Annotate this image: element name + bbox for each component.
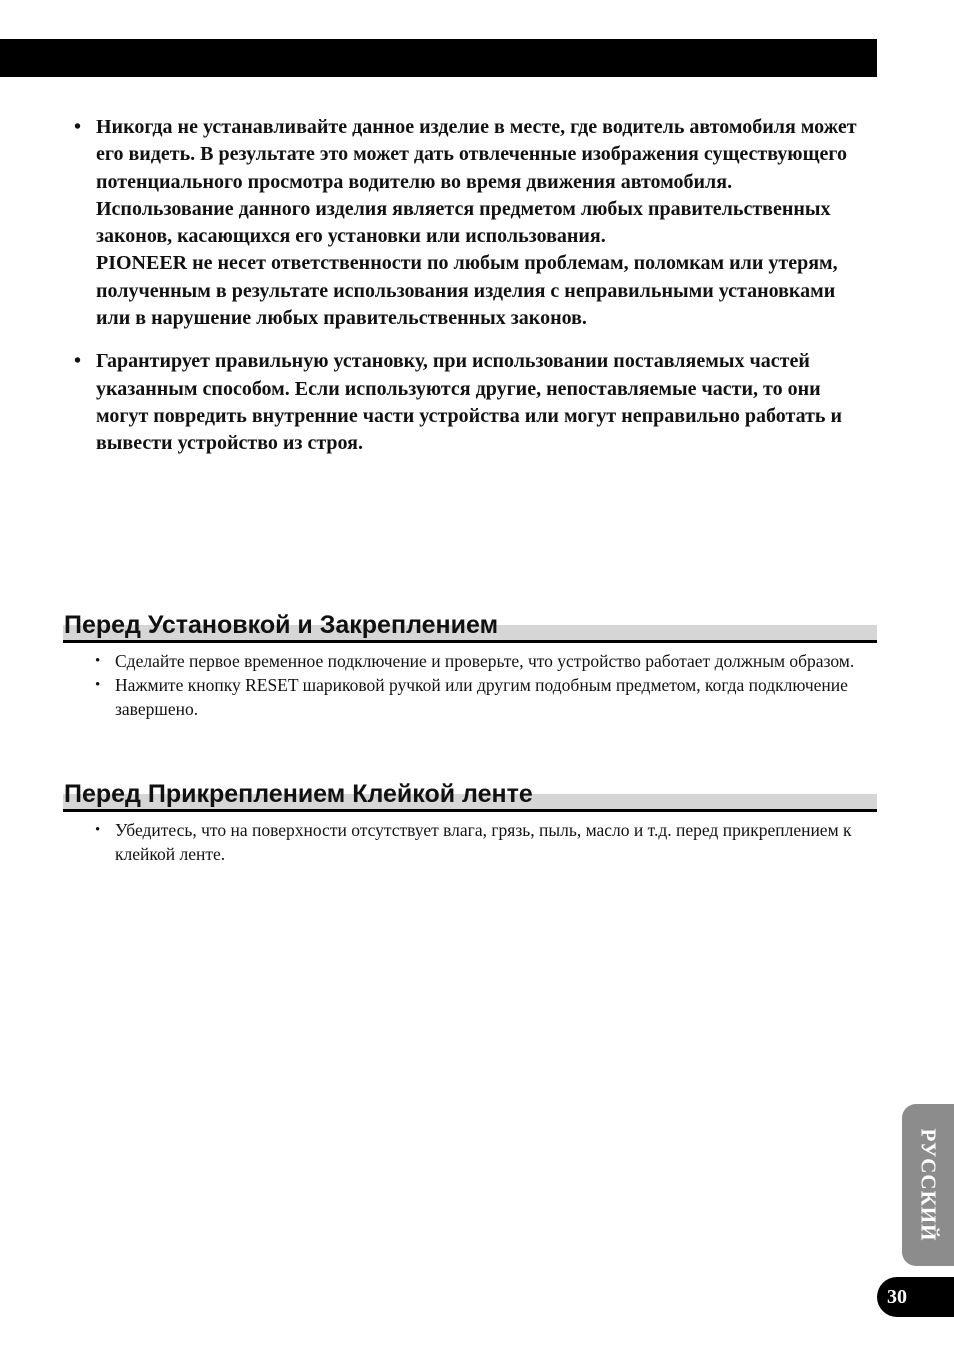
list-item-text: Сделайте первое временное подключение и проверьте, что устройство работает должным образом. bbox=[115, 651, 855, 671]
warning-list bbox=[74, 114, 864, 458]
section-before-installation bbox=[63, 610, 877, 721]
section-list bbox=[63, 649, 877, 721]
bullet: • bbox=[74, 350, 82, 373]
section-before-tape bbox=[63, 779, 877, 866]
list-item-text: Убедитесь, что на поверхности отсутствует влага, грязь, пыль, масло и т.д. перед прикреплением к клейкой ленте. bbox=[115, 820, 852, 864]
header-bar bbox=[0, 39, 877, 77]
page-number: 30 bbox=[877, 1277, 954, 1317]
list-item bbox=[63, 673, 877, 721]
list-item bbox=[63, 818, 877, 866]
bullet: • bbox=[95, 822, 101, 838]
language-label: РУССКИЙ bbox=[916, 1128, 941, 1242]
warning-paragraph: Гарантирует правильную установку, при использовании поставляемых частей указанным способом. Если используются другие, непоставляемые части, то они могут повредить внутренние части устройства или могут неправильно работать и вывести устройство из строя. bbox=[96, 350, 842, 455]
bullet: • bbox=[74, 116, 82, 138]
warning-item bbox=[74, 348, 864, 457]
warning-item bbox=[74, 114, 864, 332]
language-tab bbox=[902, 1104, 954, 1266]
warning-paragraph: PIONEER не несет ответственности по любым проблемам, поломкам или утерям, полученным в результате использования изделия с неправильными установками или в нарушение любых правительственных законов. bbox=[96, 252, 838, 330]
bullet: • bbox=[95, 677, 101, 693]
list-item-text: Нажмите кнопку RESET шариковой ручкой или другим подобным предметом, когда подключение завершено. bbox=[115, 675, 848, 719]
section-heading bbox=[63, 610, 877, 643]
section-list bbox=[63, 818, 877, 866]
warning-paragraph: Никогда не устанавливайте данное изделие в месте, где водитель автомобиля может его видеть. В результате это может дать отвлеченные изображения существующего потенциального просмотра водителю во время движения автомобиля. bbox=[96, 116, 857, 193]
warning-paragraph: Использование данного изделия является предметом любых правительственных законов, касающихся его установки или использования. bbox=[96, 197, 831, 248]
section-heading bbox=[63, 779, 877, 812]
list-item bbox=[63, 649, 877, 673]
section-title: Перед Прикреплением Клейкой ленте bbox=[64, 780, 533, 808]
bullet: • bbox=[95, 653, 101, 669]
section-title: Перед Установкой и Закреплением bbox=[64, 611, 499, 639]
